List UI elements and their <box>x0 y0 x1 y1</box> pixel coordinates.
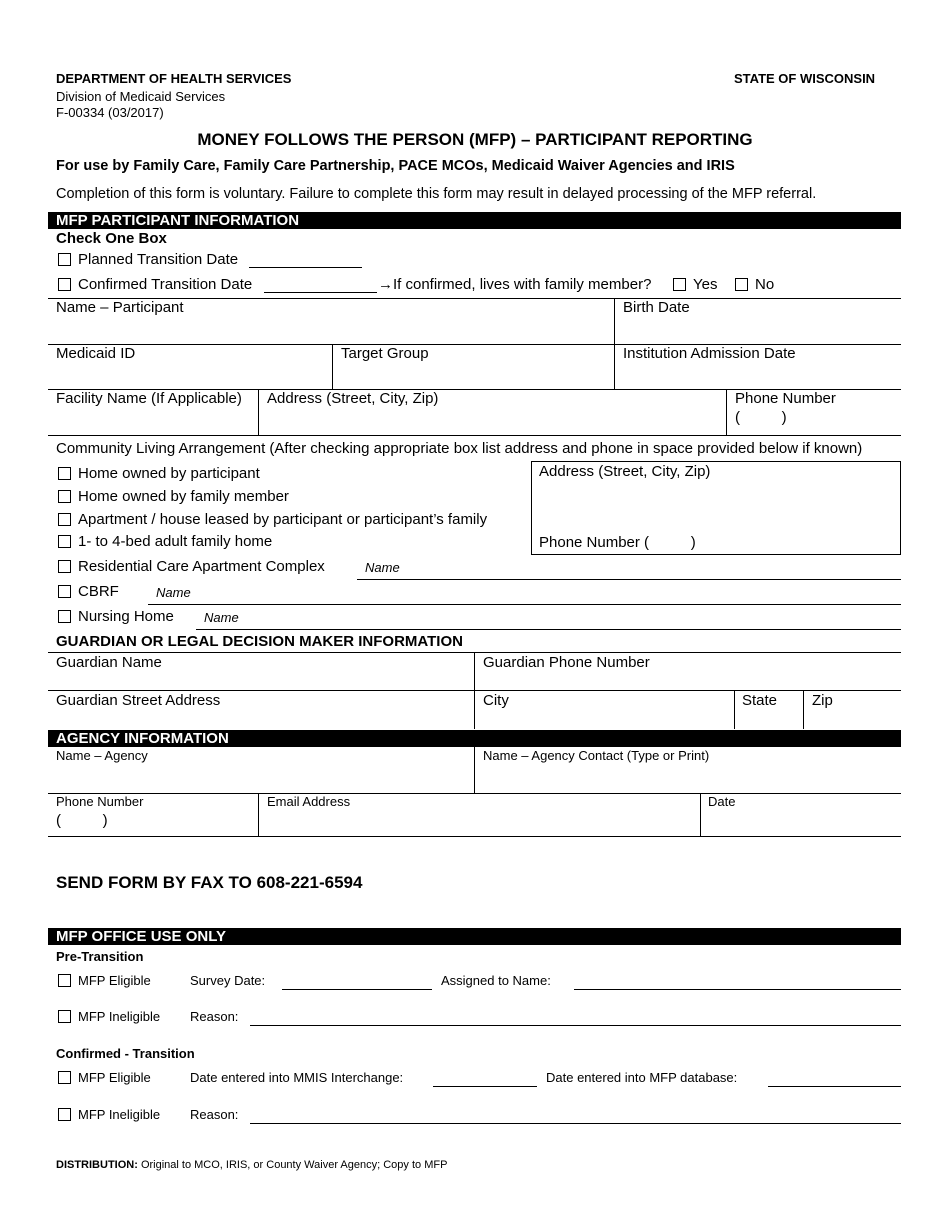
confirmed-transition-section-label: Confirmed - Transition <box>56 1046 195 1061</box>
divider <box>726 389 727 435</box>
divider <box>474 747 475 793</box>
divider <box>48 836 901 837</box>
fax-instructions: SEND FORM BY FAX TO 608-221-6594 <box>56 873 363 892</box>
mmis-date-field[interactable] <box>433 1086 537 1087</box>
division-name: Division of Medicaid Services <box>56 89 226 104</box>
adult-family-home-checkbox[interactable] <box>58 535 71 548</box>
confirmed-transition-checkbox[interactable] <box>58 278 71 291</box>
confirmed-transition-date-field[interactable] <box>264 292 377 293</box>
guardian-state-field[interactable]: State <box>742 692 778 709</box>
planned-transition-checkbox[interactable] <box>58 253 71 266</box>
agency-email-field[interactable]: Email Address <box>267 794 351 809</box>
facility-phone-parens: ( ) <box>735 409 787 426</box>
confirmed-eligible-label: MFP Eligible <box>78 1070 151 1085</box>
pre-transition-label: Pre-Transition <box>56 949 144 964</box>
rcac-label: Residential Care Apartment Complex <box>78 558 325 575</box>
rcac-checkbox[interactable] <box>58 560 71 573</box>
form-id: F-00334 (03/2017) <box>56 105 164 120</box>
divider <box>258 793 259 837</box>
rcac-name-field[interactable] <box>357 579 901 580</box>
guardian-city-field[interactable]: City <box>483 692 509 709</box>
cla-address-label: Address (Street, City, Zip) <box>539 463 711 480</box>
nursing-home-checkbox[interactable] <box>58 610 71 623</box>
confirmed-transition-label: Confirmed Transition Date <box>78 276 253 293</box>
planned-transition-date-field[interactable] <box>249 267 362 268</box>
divider <box>48 435 901 436</box>
target-group-field[interactable]: Target Group <box>341 345 429 362</box>
pre-eligible-label: MFP Eligible <box>78 973 151 988</box>
home-owned-family-checkbox[interactable] <box>58 490 71 503</box>
family-no-checkbox[interactable] <box>735 278 748 291</box>
rcac-name-hint: Name <box>365 560 400 575</box>
family-yes-checkbox[interactable] <box>673 278 686 291</box>
assigned-to-field[interactable] <box>574 989 901 990</box>
home-owned-participant-label: Home owned by participant <box>78 465 260 482</box>
apartment-leased-checkbox[interactable] <box>58 513 71 526</box>
agency-date-field[interactable]: Date <box>708 794 736 809</box>
agency-name-field[interactable]: Name – Agency <box>56 748 148 763</box>
pre-reason-field[interactable] <box>250 1025 901 1026</box>
distribution-note <box>56 1159 447 1171</box>
divider <box>734 690 735 729</box>
institution-admission-date-field[interactable]: Institution Admission Date <box>623 345 796 362</box>
divider <box>700 793 701 837</box>
family-yes-label: Yes <box>693 276 718 293</box>
section-agency-header: AGENCY INFORMATION <box>48 730 901 747</box>
confirmed-reason-field[interactable] <box>250 1123 901 1124</box>
divider <box>803 690 804 729</box>
confirmed-eligible-checkbox[interactable] <box>58 1071 71 1084</box>
confirmed-ineligible-checkbox[interactable] <box>58 1108 71 1121</box>
nursing-home-label: Nursing Home <box>78 608 174 625</box>
family-no-label: No <box>755 276 775 293</box>
facility-phone-field[interactable]: Phone Number <box>735 390 836 407</box>
adult-family-home-label: 1- to 4-bed adult family home <box>78 533 273 550</box>
section-guardian-header: GUARDIAN OR LEGAL DECISION MAKER INFORMATION <box>56 633 463 650</box>
cla-phone-label: Phone Number ( ) <box>539 534 696 551</box>
guardian-name-field[interactable]: Guardian Name <box>56 654 162 671</box>
guardian-street-field[interactable]: Guardian Street Address <box>56 692 221 709</box>
nursing-home-name-hint: Name <box>204 610 239 625</box>
guardian-zip-field[interactable]: Zip <box>812 692 833 709</box>
medicaid-id-field[interactable]: Medicaid ID <box>56 345 136 362</box>
state-name: STATE OF WISCONSIN <box>734 71 876 86</box>
cbrf-name-field[interactable] <box>148 604 901 605</box>
survey-date-field[interactable] <box>282 989 432 990</box>
section-participant-header: MFP PARTICIPANT INFORMATION <box>48 212 901 229</box>
divider <box>332 344 333 390</box>
divider <box>48 690 901 691</box>
pre-ineligible-checkbox[interactable] <box>58 1010 71 1023</box>
divider <box>258 389 259 435</box>
form-title: MONEY FOLLOWS THE PERSON (MFP) – PARTICIPANT REPORTING <box>197 130 753 149</box>
community-living-arrangement-label: Community Living Arrangement (After checking appropriate box list address and phone in space provided below if known) <box>56 440 863 457</box>
planned-transition-label: Planned Transition Date <box>78 251 239 268</box>
facility-name-field[interactable]: Facility Name (If Applicable) <box>56 390 242 407</box>
home-owned-family-label: Home owned by family member <box>78 488 289 505</box>
pre-reason-label: Reason: <box>190 1009 239 1024</box>
section-office-use-header: MFP OFFICE USE ONLY <box>48 928 901 945</box>
participant-name-field[interactable]: Name – Participant <box>56 299 184 316</box>
divider <box>48 793 901 794</box>
nursing-home-name-field[interactable] <box>196 629 901 630</box>
pre-eligible-checkbox[interactable] <box>58 974 71 987</box>
apartment-leased-label: Apartment / house leased by participant or participant’s family <box>78 511 488 528</box>
agency-phone-field[interactable]: Phone Number <box>56 794 144 809</box>
mfp-database-date-label: Date entered into MFP database: <box>546 1070 738 1085</box>
cbrf-checkbox[interactable] <box>58 585 71 598</box>
cbrf-label: CBRF <box>78 583 119 600</box>
mfp-database-date-field[interactable] <box>768 1086 901 1087</box>
check-one-label: Check One Box <box>56 230 167 247</box>
voluntary-notice: Completion of this form is voluntary. Failure to complete this form may result in delayed processing of the MFP referral. <box>56 186 817 202</box>
form-subtitle: For use by Family Care, Family Care Partnership, PACE MCOs, Medicaid Waiver Agencies and IRIS <box>56 158 735 174</box>
guardian-phone-field[interactable]: Guardian Phone Number <box>483 654 650 671</box>
distribution-text: Original to MCO, IRIS, or County Waiver Agency; Copy to MFP <box>137 1159 448 1171</box>
confirmed-reason-label: Reason: <box>190 1107 239 1122</box>
mmis-date-label: Date entered into MMIS Interchange: <box>190 1070 404 1085</box>
birth-date-field[interactable]: Birth Date <box>623 299 690 316</box>
cbrf-name-hint: Name <box>156 585 191 600</box>
agency-contact-field[interactable]: Name – Agency Contact (Type or Print) <box>483 748 710 763</box>
facility-address-field[interactable]: Address (Street, City, Zip) <box>267 390 439 407</box>
confirmed-ineligible-label: MFP Ineligible <box>78 1107 161 1122</box>
department-name: DEPARTMENT OF HEALTH SERVICES <box>56 71 292 86</box>
pre-ineligible-label: MFP Ineligible <box>78 1009 161 1024</box>
agency-phone-parens: ( ) <box>56 812 108 829</box>
lives-with-family-question: →If confirmed, lives with family member? <box>378 276 652 293</box>
assigned-to-label: Assigned to Name: <box>441 973 551 988</box>
home-owned-participant-checkbox[interactable] <box>58 467 71 480</box>
survey-date-label: Survey Date: <box>190 973 266 988</box>
distribution-label: DISTRIBUTION: <box>56 1159 138 1171</box>
